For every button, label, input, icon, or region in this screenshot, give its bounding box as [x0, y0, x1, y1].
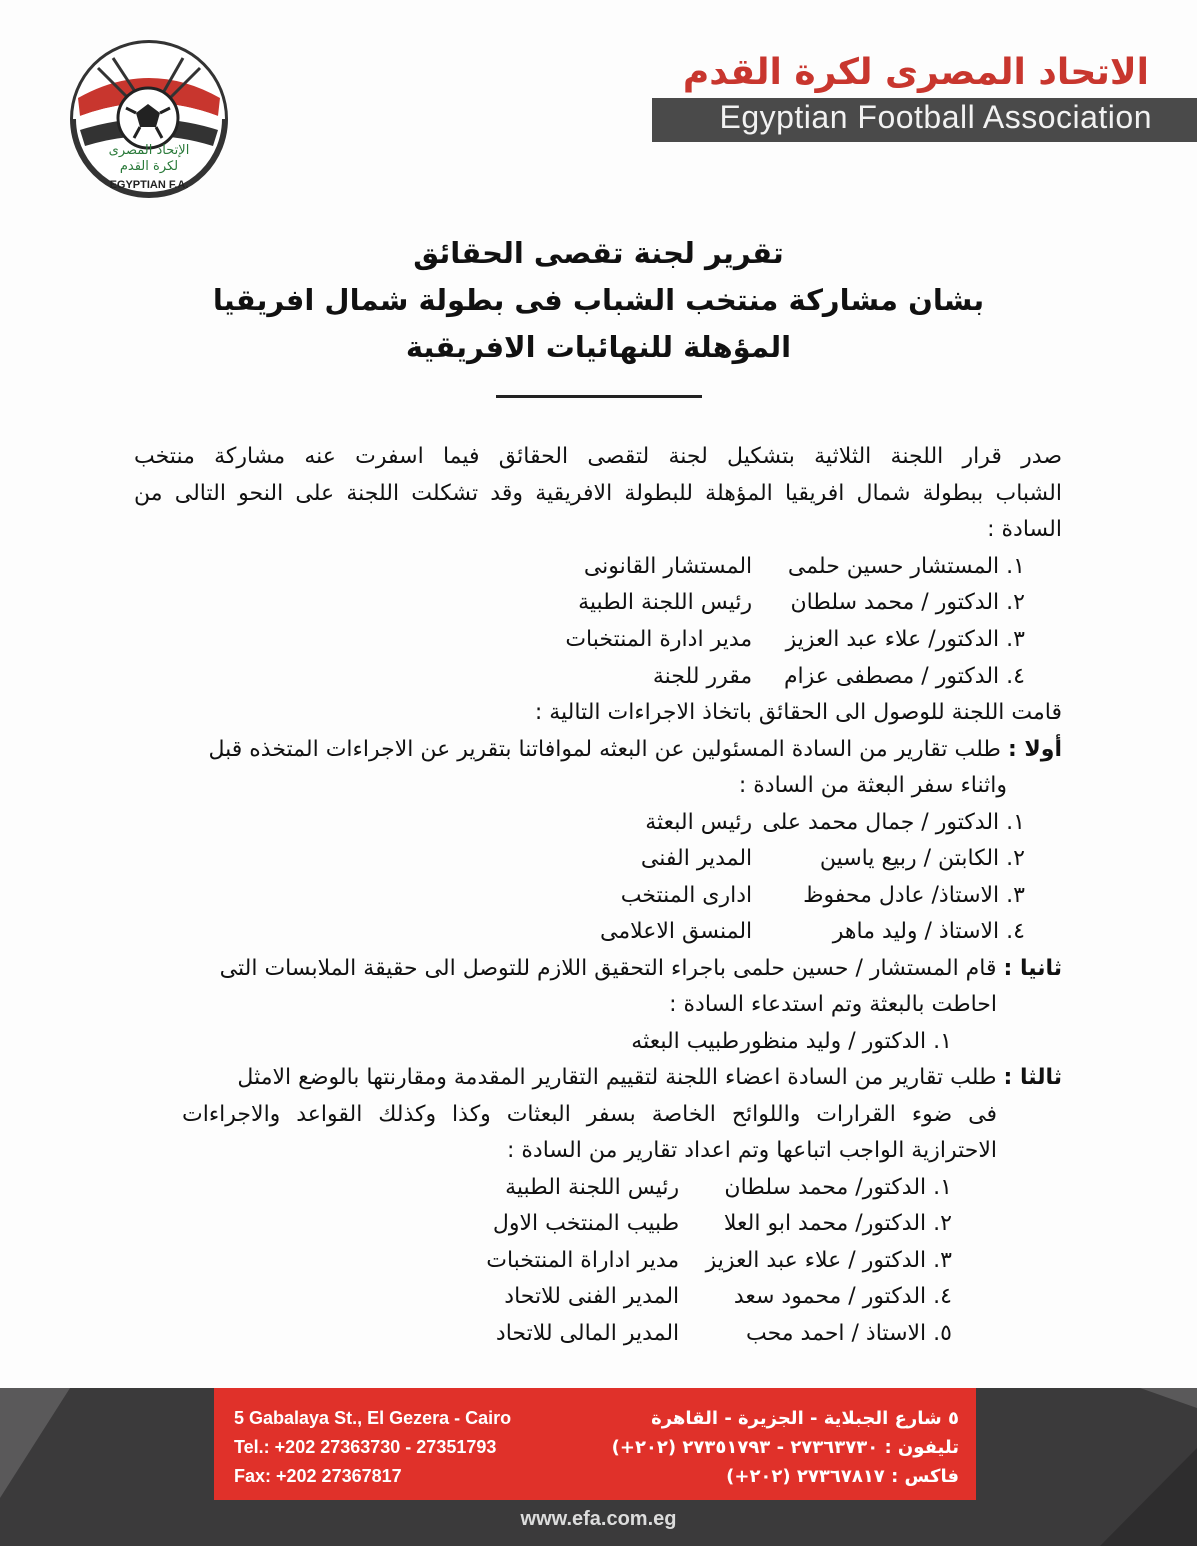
member-role: رئيس اللجنة الطبية	[578, 590, 753, 615]
member-role: رئيس اللجنة الطبية	[505, 1175, 680, 1200]
member-name: الدكتور / مصطفى عزام	[783, 664, 1000, 689]
member-role: المدير الفنى للاتحاد	[504, 1284, 680, 1309]
item-number: ٤.	[933, 1284, 952, 1309]
section-label: ثانيا :	[1003, 956, 1062, 981]
tel-arabic: تليفون : ٢٧٣٦٣٧٣٠ - ٢٧٣٥١٧٩٣ (٢٠٢+)	[611, 1437, 959, 1458]
list-item	[504, 1284, 952, 1309]
website-link[interactable]: www.efa.com.eg	[520, 1508, 677, 1530]
address-arabic: ٥ شارع الجبلاية - الجزيرة - القاهرة	[651, 1408, 959, 1429]
member-role: المدير المالى للاتحاد	[495, 1321, 680, 1346]
efa-emblem-icon	[58, 38, 240, 200]
member-role: ادارى المنتخب	[620, 883, 753, 908]
logo-english: EGYPTIAN F.A.	[109, 179, 189, 191]
item-number: ٤.	[1006, 919, 1025, 944]
section-text: طلب تقارير من السادة المسئولين عن البعثه لموافاتنا بتقرير عن الاجراءات المتخذه قبل	[208, 737, 1001, 762]
section-text: قام المستشار / حسين حلمى باجراء التحقيق اللازم للتوصل الى حقيقة الملابسات التى	[219, 956, 997, 981]
list-item	[496, 1321, 952, 1346]
member-role: طبيب البعثه	[631, 1029, 740, 1054]
item-number: ٢.	[933, 1211, 952, 1236]
intro-line3: السادة :	[987, 517, 1062, 542]
section-first	[208, 737, 1062, 762]
intro-line2: الشباب ببطولة شمال افريقيا المؤهلة للبطولة الافريقية وقد تشكلت اللجنة على النحو التالى من	[134, 481, 1062, 506]
item-number: ٣.	[1006, 627, 1025, 652]
section-third-line2: فى ضوء القرارات واللوائح الخاصة بسفر البعثات وكذا وكذلك القواعد والاجراءات	[182, 1102, 997, 1127]
report-title-line3: المؤهلة للنهائيات الافريقية	[405, 330, 792, 364]
section-label: ثالثا :	[1003, 1065, 1062, 1090]
member-name: الاستاذ / احمد محب	[745, 1321, 927, 1346]
item-number: ١.	[933, 1175, 952, 1200]
list-item	[653, 664, 1025, 689]
item-number: ٣.	[1006, 883, 1025, 908]
section-third	[237, 1065, 1062, 1090]
item-number: ٢.	[1006, 846, 1025, 871]
member-name: الاستاذ / وليد ماهر	[832, 919, 1000, 944]
item-number: ١.	[933, 1029, 952, 1054]
member-role: المدير الفنى	[640, 846, 753, 871]
title-divider	[496, 395, 702, 398]
member-name: الدكتور/ علاء عبد العزيز	[785, 627, 1000, 652]
member-role: مقرر للجنة	[652, 664, 753, 689]
member-role: رئيس البعثة	[645, 810, 753, 835]
member-role: مدير اداراة المنتخبات	[486, 1248, 680, 1273]
member-name: الدكتور / جمال محمد على	[762, 810, 1000, 835]
item-number: ٤.	[1006, 664, 1025, 689]
member-name: الدكتور / وليد منظور	[740, 1029, 927, 1054]
section-second	[220, 956, 1062, 981]
member-role: مدير ادارة المنتخبات	[565, 627, 753, 652]
intro-line1: صدر قرار اللجنة الثلاثية بتشكيل لجنة لتقصى الحقائق فيما اسفرت عنه مشاركة منتخب	[134, 444, 1062, 469]
list-item	[600, 919, 1025, 944]
list-item	[631, 1029, 952, 1054]
section-third-line3: الاحترازية الواجب اتباعها وتم اعداد تقارير من السادة :	[506, 1138, 997, 1163]
list-item	[505, 1175, 952, 1200]
list-item	[621, 883, 1025, 908]
report-title-line2: بشان مشاركة منتخب الشباب فى بطولة شمال افريقيا	[212, 283, 985, 317]
address-english: 5 Gabalaya St., El Gezera - Cairo	[234, 1408, 512, 1428]
member-role: المستشار القانونى	[583, 554, 753, 579]
member-name: الدكتور/ محمد سلطان	[724, 1175, 927, 1200]
member-name: الدكتور / محمود سعد	[733, 1284, 927, 1309]
member-name: الدكتور / علاء عبد العزيز	[705, 1248, 927, 1273]
item-number: ١.	[1006, 554, 1025, 579]
member-name: الدكتور / محمد سلطان	[790, 590, 1000, 615]
item-number: ٣.	[933, 1248, 952, 1273]
member-role: طبيب المنتخب الاول	[492, 1211, 680, 1236]
logo-arabic-line2: لكرة القدم	[119, 159, 179, 174]
tel-english: Tel.: +202 27363730 - 27351793	[234, 1437, 497, 1457]
fax-english: Fax: +202 27367817	[234, 1466, 402, 1486]
list-item	[641, 846, 1025, 871]
member-name: المستشار حسين حلمى	[787, 554, 1000, 579]
item-number: ٢.	[1006, 590, 1025, 615]
org-name-arabic: الاتحاد المصرى لكرة القدم	[682, 52, 1149, 93]
list-item	[578, 590, 1025, 615]
member-name: الدكتور/ محمد ابو العلا	[723, 1211, 927, 1236]
section-second-line2: احاطت بالبعثة وتم استدعاء السادة :	[669, 992, 997, 1017]
list-item	[645, 810, 1025, 835]
efa-logo	[58, 38, 240, 200]
section-text: طلب تقارير من السادة اعضاء اللجنة لتقييم التقارير المقدمة ومقارنتها بالوضع الامثل	[237, 1065, 997, 1090]
logo-arabic-line1: الإتحاد المصرى	[108, 143, 190, 158]
report-title-line1: تقرير لجنة تقصى الحقائق	[413, 236, 784, 270]
procedures-intro: قامت اللجنة للوصول الى الحقائق باتخاذ الاجراءات التالية :	[534, 700, 1062, 725]
section-first-line2: واثناء سفر البعثة من السادة :	[738, 773, 1007, 798]
list-item	[584, 554, 1025, 579]
list-item	[486, 1248, 952, 1273]
member-name: الكابتن / ربيع ياسين	[819, 846, 1000, 871]
item-number: ١.	[1006, 810, 1025, 835]
org-name-english: Egyptian Football Association	[719, 99, 1152, 135]
member-role: المنسق الاعلامى	[599, 919, 753, 944]
list-item	[493, 1211, 952, 1236]
section-label: أولا :	[1007, 737, 1062, 762]
item-number: ٥.	[933, 1321, 952, 1346]
member-name: الاستاذ/ عادل محفوظ	[803, 883, 1000, 908]
fax-arabic: فاكس : ٢٧٣٦٧٨١٧ (٢٠٢+)	[726, 1466, 959, 1487]
list-item	[565, 627, 1025, 652]
